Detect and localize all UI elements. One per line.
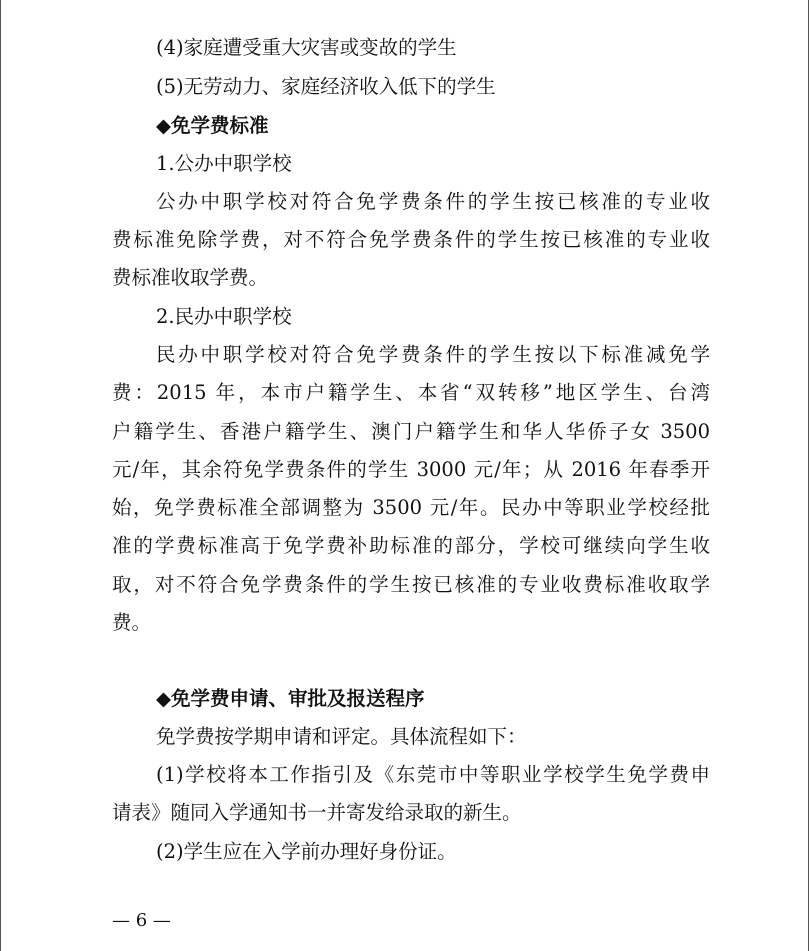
paragraph-line: 费标准免除学费，对不符合免学费条件的学生按已核准的专业收 — [112, 228, 710, 251]
paragraph-line: (1)学校将本工作指引及《东莞市中等职业学校学生免学费申 — [156, 763, 710, 786]
paragraph-line: 户籍学生、香港户籍学生、澳门户籍学生和华人华侨子女 3500 — [112, 420, 710, 443]
list-item: (5)无劳动力、家庭经济收入低下的学生 — [156, 75, 496, 98]
paragraph-line: (2)学生应在入学前办理好身份证。 — [156, 840, 457, 863]
page-number: — 6 — — [112, 910, 171, 931]
paragraph-line: 始，免学费标准全部调整为 3500 元/年。民办中等职业学校经批 — [112, 496, 710, 519]
paragraph-line: 请表》随同入学通知书一并寄发给录取的新生。 — [112, 801, 522, 824]
paragraph-line: 费：2015 年，本市户籍学生、本省“双转移”地区学生、台湾 — [112, 381, 710, 404]
section-heading-fee-standard: ◆免学费标准 — [156, 114, 269, 137]
subsection-title-private: 2.民办中职学校 — [156, 305, 292, 328]
paragraph-line: 民办中职学校对符合免学费条件的学生按以下标准减免学 — [156, 343, 710, 366]
paragraph-line: 费。 — [112, 611, 152, 634]
paragraph-line: 公办中职学校对符合免学费条件的学生按已核准的专业收 — [156, 190, 710, 213]
paragraph-line: 元/年，其余符免学费条件的学生 3000 元/年；从 2016 年春季开 — [112, 458, 710, 481]
section-heading-application-procedure: ◆免学费申请、审批及报送程序 — [156, 687, 425, 710]
paragraph-line: 准的学费标准高于免学费补助标准的部分，学校可继续向学生收 — [112, 534, 710, 557]
subsection-title-public: 1.公办中职学校 — [156, 152, 292, 175]
list-item: (4)家庭遭受重大灾害或变故的学生 — [156, 36, 457, 59]
paragraph-line: 取，对不符合免学费条件的学生按已核准的专业收费标准收取学 — [112, 573, 710, 596]
paragraph-line: 费标准收取学费。 — [112, 266, 269, 289]
paragraph-line: 免学费按学期申请和评定。具体流程如下： — [156, 725, 527, 748]
